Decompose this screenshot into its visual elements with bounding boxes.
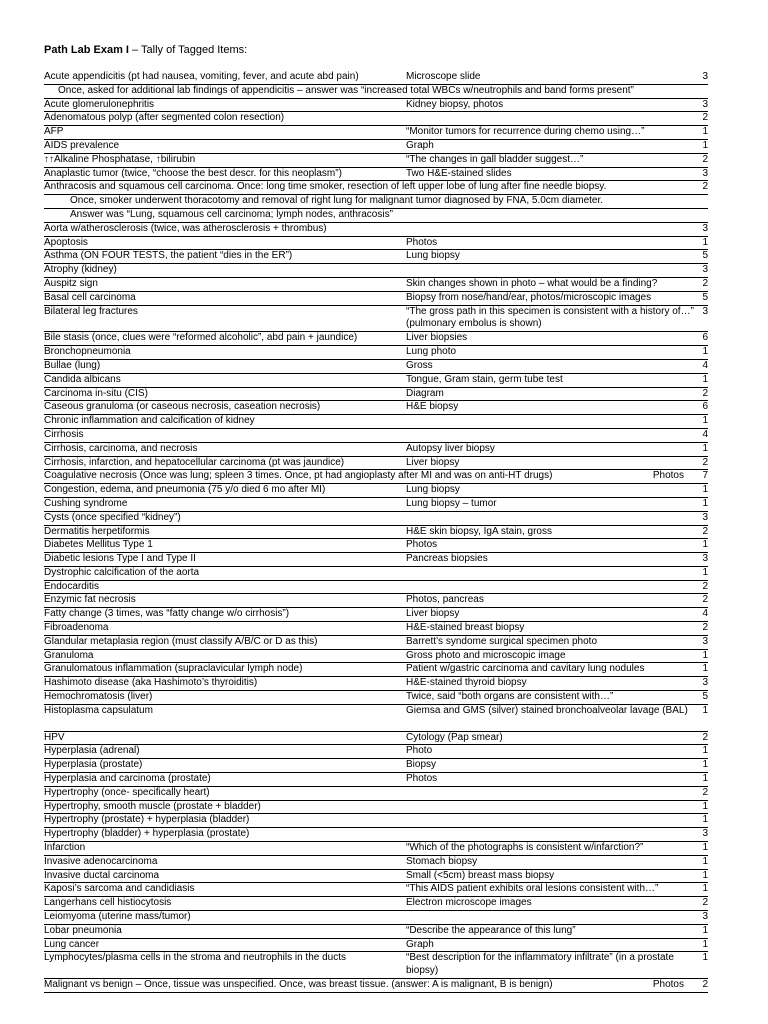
row-item: Dystrophic calcification of the aorta <box>44 566 200 578</box>
table-row <box>44 567 708 581</box>
row-item: Hemochromatosis (liver) <box>44 691 153 703</box>
row-source: Lung biopsy <box>406 484 460 496</box>
table-row <box>44 223 708 237</box>
row-item: Glandular metaplasia region (must classify A/B/C or D as this) <box>44 635 318 647</box>
row-count: 1 <box>702 126 708 138</box>
row-source: Twice, said “both organs are consistent with…” <box>406 691 614 703</box>
table-row <box>44 732 708 746</box>
table-row <box>44 443 708 457</box>
row-count: 1 <box>702 952 708 964</box>
table-row <box>44 498 708 512</box>
row-item: Candida albicans <box>44 373 121 385</box>
row-item: Hypertrophy (prostate) + hyperplasia (bladder) <box>44 814 250 826</box>
row-item: Dermatitis herpetiformis <box>44 525 150 537</box>
table-row <box>44 264 708 278</box>
row-count: 2 <box>702 387 708 399</box>
table-row <box>44 526 708 540</box>
row-source: H&E-stained thyroid biopsy <box>406 677 527 689</box>
row-count: 2 <box>702 112 708 124</box>
row-source: “Describe the appearance of this lung” <box>406 924 576 936</box>
row-count: 3 <box>702 98 708 110</box>
table-row <box>44 512 708 526</box>
row-item: Lobar pneumonia <box>44 924 122 936</box>
row-item: Enzymic fat necrosis <box>44 594 136 606</box>
row-item: AIDS prevalence <box>44 139 120 151</box>
row-item: Histoplasma capsulatum <box>44 704 153 716</box>
table-row <box>44 374 708 388</box>
row-source: Photos <box>652 979 684 991</box>
row-count: 3 <box>702 264 708 276</box>
row-item: Basal cell carcinoma <box>44 291 136 303</box>
row-count: 2 <box>702 181 708 193</box>
row-item: Apoptosis <box>44 236 88 248</box>
row-count: 3 <box>702 828 708 840</box>
row-item: Hashimoto disease (aka Hashimoto’s thyroiditis) <box>44 677 258 689</box>
row-count: 5 <box>702 291 708 303</box>
table-row <box>44 650 708 664</box>
table-row <box>44 237 708 251</box>
row-item: Cirrhosis, infarction, and hepatocellular carcinoma (pt was jaundice) <box>44 456 345 468</box>
table-row <box>44 745 708 759</box>
row-source: Graph <box>406 139 434 151</box>
row-source: Small (<5cm) breast mass biopsy <box>406 869 555 881</box>
row-count: 2 <box>702 525 708 537</box>
row-item: Hyperplasia (adrenal) <box>44 745 140 757</box>
row-item: Invasive ductal carcinoma <box>44 869 160 881</box>
table-row <box>44 292 708 306</box>
row-item: Congestion, edema, and pneumonia (75 y/o died 6 mo after MI) <box>44 484 326 496</box>
table-row <box>44 429 708 443</box>
row-source: Liver biopsies <box>406 332 468 344</box>
row-item: Auspitz sign <box>44 277 98 289</box>
row-count: 1 <box>702 842 708 854</box>
row-count: 2 <box>702 580 708 592</box>
row-source: H&E-stained breast biopsy <box>406 622 525 634</box>
table-row <box>44 691 708 705</box>
table-row <box>44 346 708 360</box>
row-count: 4 <box>702 428 708 440</box>
table-row <box>44 883 708 897</box>
row-count: 1 <box>702 139 708 151</box>
row-source: “This AIDS patient exhibits oral lesions consistent with…” <box>406 883 659 895</box>
table-row <box>44 925 708 939</box>
row-source: “The changes in gall bladder suggest…” <box>406 153 584 165</box>
row-source: H&E biopsy <box>406 401 459 413</box>
row-source: Two H&E-stained slides <box>406 167 512 179</box>
table-row <box>44 415 708 429</box>
row-item: Fibroadenoma <box>44 622 109 634</box>
row-item: Cirrhosis, carcinoma, and necrosis <box>44 442 198 454</box>
row-source: Photos <box>652 470 684 482</box>
table-row <box>44 332 708 346</box>
table-row <box>44 360 708 374</box>
row-count: 1 <box>702 442 708 454</box>
row-count: 3 <box>702 677 708 689</box>
table-row <box>44 140 708 154</box>
row-item: Carcinoma in-situ (CIS) <box>44 387 148 399</box>
row-note: Answer was “Lung, squamous cell carcinoma; lymph nodes, anthracosis” <box>70 208 393 220</box>
row-item: AFP <box>44 126 64 138</box>
row-source: Pancreas biopsies <box>406 553 488 565</box>
tally-table <box>44 71 708 993</box>
row-source: Liver biopsy <box>406 608 460 620</box>
row-count: 1 <box>702 759 708 771</box>
row-item: Atrophy (kidney) <box>44 264 117 276</box>
table-row <box>44 814 708 828</box>
row-source: Cytology (Pap smear) <box>406 731 503 743</box>
row-count: 3 <box>702 305 708 317</box>
table-row <box>44 112 708 126</box>
table-row <box>44 594 708 608</box>
row-item: HPV <box>44 731 65 743</box>
table-row <box>44 154 708 168</box>
row-source: Autopsy liver biopsy <box>406 442 495 454</box>
row-count: 1 <box>702 800 708 812</box>
row-item: Acute glomerulonephritis <box>44 98 155 110</box>
table-row <box>44 278 708 292</box>
row-item: Hypertrophy (bladder) + hyperplasia (prostate) <box>44 828 250 840</box>
table-row <box>44 979 708 993</box>
row-count: 2 <box>702 277 708 289</box>
row-count: 6 <box>702 332 708 344</box>
row-item: Infarction <box>44 842 86 854</box>
row-count: 1 <box>702 373 708 385</box>
row-source: Photo <box>406 745 433 757</box>
row-count: 5 <box>702 691 708 703</box>
table-row <box>44 250 708 264</box>
row-count: 1 <box>702 415 708 427</box>
table-row <box>44 306 708 333</box>
table-row <box>44 553 708 567</box>
table-row <box>44 209 708 223</box>
row-count: 1 <box>702 704 708 716</box>
table-row <box>44 911 708 925</box>
row-item: Lymphocytes/plasma cells in the stroma and neutrophils in the ducts <box>44 952 347 964</box>
row-item: Caseous granuloma (or caseous necrosis, caseation necrosis) <box>44 401 321 413</box>
row-item: Lung cancer <box>44 938 100 950</box>
title-rest: – Tally of Tagged Items: <box>128 44 248 56</box>
row-source: Barrett’s syndome surgical specimen photo <box>406 635 598 647</box>
row-note: Malignant vs benign – Once, tissue was unspecified. Once, was breast tissue. (answer: A is malignant, B is benign) <box>44 979 553 991</box>
row-count: 1 <box>702 869 708 881</box>
row-item: Diabetic lesions Type I and Type II <box>44 553 196 565</box>
row-item: ↑↑Alkaline Phosphatase, ↑bilirubin <box>44 153 196 165</box>
row-count: 4 <box>702 359 708 371</box>
row-source: “Which of the photographs is consistent w/infarction?” <box>406 842 644 854</box>
row-note: Coagulative necrosis (Once was lung; spleen 3 times. Once, pt had angioplasty after MI and was on anti-HT drugs) <box>44 470 553 482</box>
row-item: Granuloma <box>44 649 94 661</box>
table-row <box>44 622 708 636</box>
row-note: Anthracosis and squamous cell carcinoma. Once: long time smoker, resection of left upper lobe of lung after fine needle biopsy. <box>44 181 607 193</box>
row-count: 1 <box>702 346 708 358</box>
table-row <box>44 801 708 815</box>
table-row <box>44 470 708 484</box>
row-count: 3 <box>702 911 708 923</box>
table-row <box>44 787 708 801</box>
table-row <box>44 636 708 650</box>
row-count: 1 <box>702 236 708 248</box>
table-row <box>44 608 708 622</box>
row-source: Graph <box>406 938 434 950</box>
row-count: 4 <box>702 608 708 620</box>
row-item: Kaposi’s sarcoma and candidiasis <box>44 883 195 895</box>
row-source: Lung biopsy <box>406 250 460 262</box>
table-row <box>44 195 708 209</box>
row-source: Photos <box>406 236 438 248</box>
table-row <box>44 71 708 85</box>
row-source: Photos <box>406 773 438 785</box>
table-row <box>44 759 708 773</box>
row-source: Diagram <box>406 387 444 399</box>
row-count: 3 <box>702 511 708 523</box>
row-item: Hypertrophy, smooth muscle (prostate + bladder) <box>44 800 261 812</box>
row-item: Cysts (once specified “kidney”) <box>44 511 181 523</box>
row-item: Langerhans cell histiocytosis <box>44 897 172 909</box>
table-row <box>44 168 708 182</box>
table-row <box>44 457 708 471</box>
table-row <box>44 870 708 884</box>
table-row <box>44 939 708 953</box>
row-count: 1 <box>702 924 708 936</box>
row-source: Liver biopsy <box>406 456 460 468</box>
row-source: Lung biopsy – tumor <box>406 497 497 509</box>
row-source: Biopsy <box>406 759 437 771</box>
table-row <box>44 401 708 415</box>
row-item: Bilateral leg fractures <box>44 305 138 317</box>
row-count: 6 <box>702 401 708 413</box>
row-source: Patient w/gastric carcinoma and cavitary lung nodules <box>406 663 645 675</box>
row-source: Microscope slide <box>406 71 481 82</box>
row-item: Fatty change (3 times, was “fatty change w/o cirrhosis”) <box>44 608 290 620</box>
row-source: Gross <box>406 359 433 371</box>
row-source: Tongue, Gram stain, germ tube test <box>406 373 563 385</box>
row-count: 2 <box>702 731 708 743</box>
row-item: Anaplastic tumor (twice, “choose the best descr. for this neoplasm”) <box>44 167 342 179</box>
row-count: 1 <box>702 484 708 496</box>
title-bold: Path Lab Exam I <box>44 44 129 56</box>
row-count: 1 <box>702 649 708 661</box>
row-item: Chronic inflammation and calcification of kidney <box>44 415 255 427</box>
row-count: 3 <box>702 71 708 82</box>
row-source: Lung photo <box>406 346 457 358</box>
table-row <box>44 897 708 911</box>
table-row <box>44 539 708 553</box>
row-source: “Best description for the inflammatory infiltrate” (in a prostate biopsy) <box>406 952 674 977</box>
row-item: Asthma (ON FOUR TESTS, the patient “dies in the ER”) <box>44 250 293 262</box>
table-row <box>44 99 708 113</box>
row-item: Hypertrophy (once- specifically heart) <box>44 786 210 798</box>
row-source: Biopsy from nose/hand/ear, photos/microscopic images <box>406 291 652 303</box>
row-source: Stomach biopsy <box>406 855 478 867</box>
table-row <box>44 705 708 732</box>
row-count: 1 <box>702 883 708 895</box>
row-count: 1 <box>702 745 708 757</box>
row-count: 2 <box>702 786 708 798</box>
table-row <box>44 484 708 498</box>
row-item: Leiomyoma (uterine mass/tumor) <box>44 911 191 923</box>
row-count: 3 <box>702 167 708 179</box>
row-item: Acute appendicitis (pt had nausea, vomiting, fever, and acute abd pain) <box>44 71 359 82</box>
row-source: Gross photo and microscopic image <box>406 649 566 661</box>
page-title <box>44 44 247 56</box>
row-count: 3 <box>702 553 708 565</box>
row-count: 1 <box>702 773 708 785</box>
table-row <box>44 181 708 195</box>
row-count: 2 <box>702 153 708 165</box>
row-item: Cushing syndrome <box>44 497 128 509</box>
table-row <box>44 952 708 979</box>
row-count: 1 <box>702 566 708 578</box>
row-item: Granulomatous inflammation (supraclavicular lymph node) <box>44 663 303 675</box>
row-source: Giemsa and GMS (silver) stained bronchoalveolar lavage (BAL) <box>406 704 688 716</box>
row-item: Invasive adenocarcinoma <box>44 855 158 867</box>
row-count: 2 <box>702 456 708 468</box>
row-item: Adenomatous polyp (after segmented colon resection) <box>44 112 285 124</box>
row-count: 1 <box>702 663 708 675</box>
row-item: Bile stasis (once, clues were “reformed alcoholic”, abd pain + jaundice) <box>44 332 358 344</box>
row-item: Diabetes Mellitus Type 1 <box>44 539 153 551</box>
row-count: 3 <box>702 222 708 234</box>
table-row <box>44 677 708 691</box>
row-note: Once, asked for additional lab findings of appendicitis – answer was “increased total WBCs w/neutrophils and band forms present” <box>58 84 634 96</box>
row-item: Cirrhosis <box>44 428 84 440</box>
row-source: “Monitor tumors for recurrence during chemo using…” <box>406 126 645 138</box>
row-count: 1 <box>702 855 708 867</box>
table-row <box>44 828 708 842</box>
table-row <box>44 581 708 595</box>
table-row <box>44 663 708 677</box>
table-row <box>44 773 708 787</box>
table-row <box>44 842 708 856</box>
row-source: Kidney biopsy, photos <box>406 98 504 110</box>
row-source: Photos <box>406 539 438 551</box>
table-row <box>44 85 708 99</box>
row-count: 3 <box>702 635 708 647</box>
row-item: Aorta w/atherosclerosis (twice, was atherosclerosis + thrombus) <box>44 222 327 234</box>
row-source: H&E skin biopsy, IgA stain, gross <box>406 525 552 537</box>
row-count: 1 <box>702 814 708 826</box>
row-item: Bullae (lung) <box>44 359 101 371</box>
row-item: Bronchopneumonia <box>44 346 131 358</box>
row-item: Hyperplasia (prostate) <box>44 759 143 771</box>
row-item: Endocarditis <box>44 580 100 592</box>
row-count: 2 <box>702 979 708 991</box>
row-item: Hyperplasia and carcinoma (prostate) <box>44 773 211 785</box>
row-count: 1 <box>702 539 708 551</box>
row-note: Once, smoker underwent thoracotomy and removal of right lung for malignant tumor diagnosed by FNA, 5.0cm diameter. <box>70 195 604 207</box>
table-row <box>44 388 708 402</box>
row-source: Skin changes shown in photo – what would be a finding? <box>406 277 658 289</box>
row-count: 5 <box>702 250 708 262</box>
row-source: Photos, pancreas <box>406 594 484 606</box>
row-count: 2 <box>702 594 708 606</box>
row-source: Electron microscope images <box>406 897 532 909</box>
row-count: 1 <box>702 497 708 509</box>
row-count: 1 <box>702 938 708 950</box>
row-count: 7 <box>702 470 708 482</box>
row-source: “The gross path in this specimen is consistent with a history of…” (pulmonary embolus is shown) <box>406 305 694 330</box>
table-row <box>44 126 708 140</box>
table-row <box>44 856 708 870</box>
row-count: 2 <box>702 622 708 634</box>
row-count: 2 <box>702 897 708 909</box>
